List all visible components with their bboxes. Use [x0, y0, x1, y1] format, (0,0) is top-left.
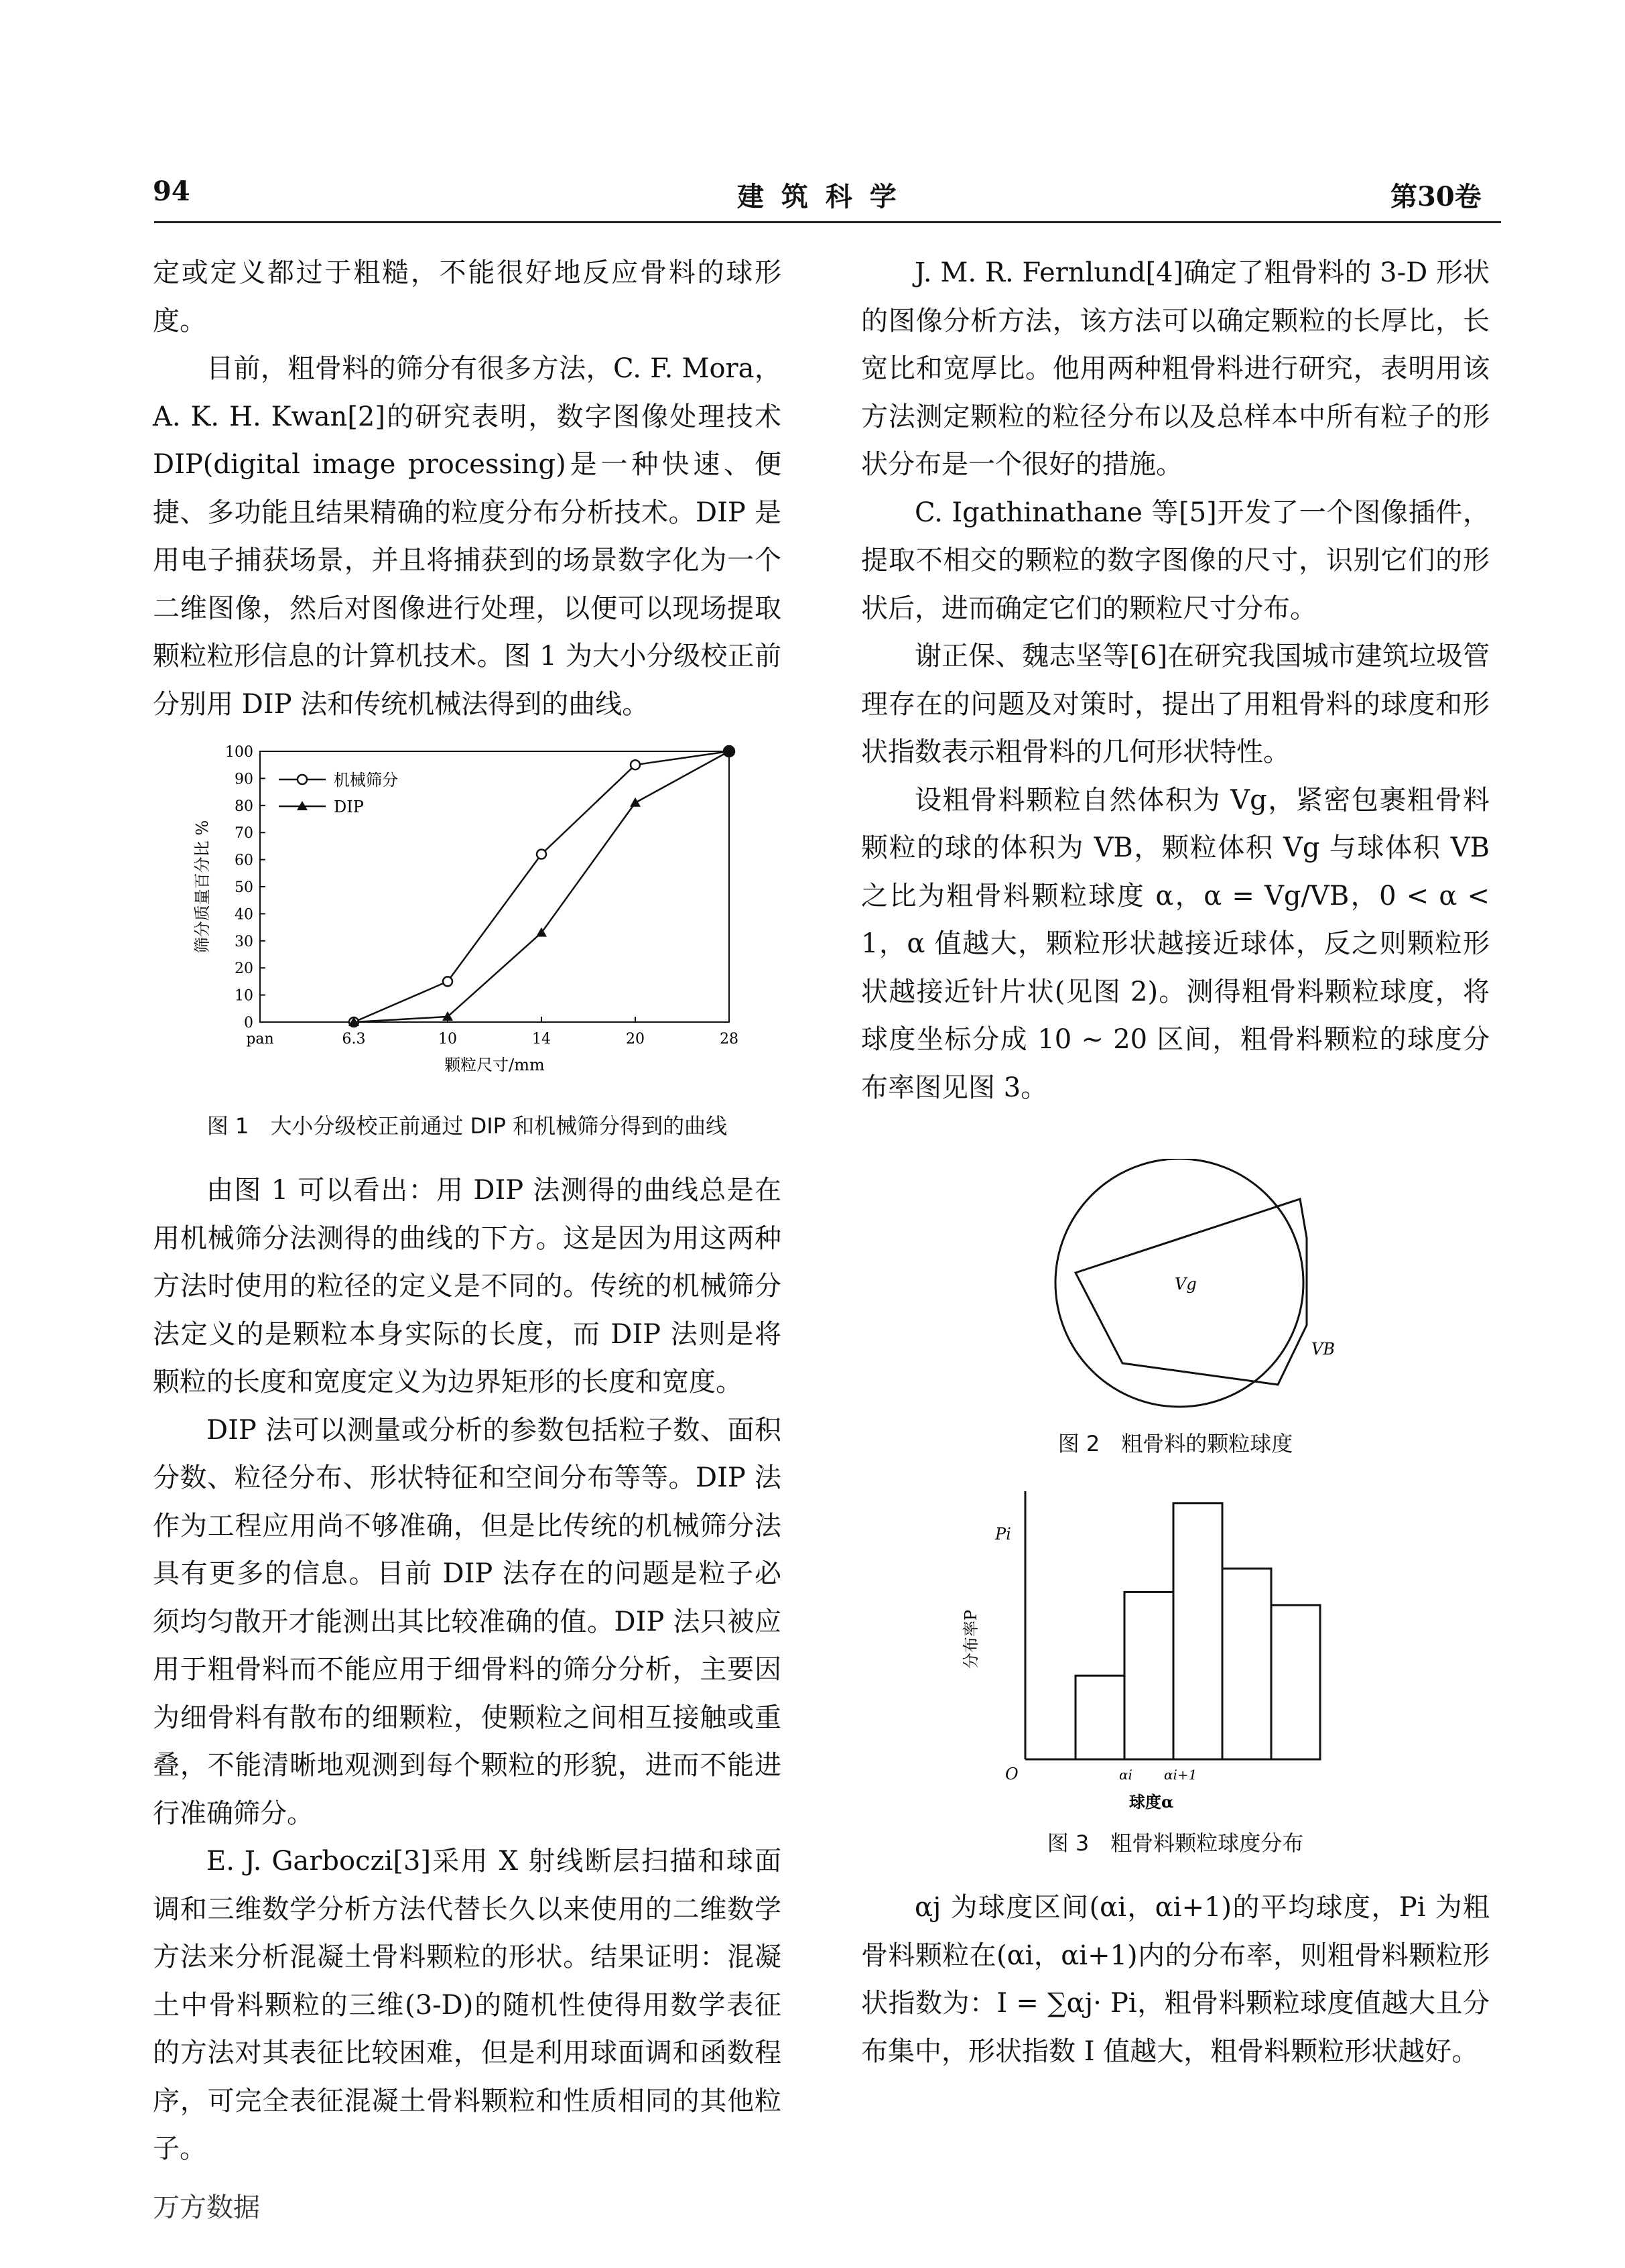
figure-1-chart — [153, 734, 781, 1096]
alpha-i-label: αi — [1119, 1767, 1132, 1783]
histogram-bar — [1173, 1503, 1222, 1759]
left-paragraph-2: 由图 1 可以看出：用 DIP 法测得的曲线总是在用机械筛分法测得的曲线的下方。这是因为用这两种方法时使用的粒径的定义是不同的。传统的机械筛分法定义的是颗粒本身实际的长度，而 DIP 法则是将颗粒的长度和宽度定义为边界矩形的长度和宽度。 — [153, 1175, 781, 1397]
vb-label: VB — [1311, 1340, 1335, 1359]
y-tick-label: 90 — [235, 771, 253, 788]
alpha-i1-label: αi+1 — [1164, 1767, 1197, 1783]
y-tick-label: 40 — [235, 906, 253, 924]
histogram-bar — [1124, 1592, 1173, 1759]
point-circle — [537, 850, 546, 859]
header-rule — [154, 221, 1501, 223]
y-tick-label: 100 — [225, 744, 253, 761]
figure-3-chart — [861, 1478, 1490, 1813]
right-paragraph-2: C. Igathinathane 等[5]开发了一个图像插件，提取不相交的颗粒的数字图像的尺寸，识别它们的形状后，进而确定它们的颗粒尺寸分布。 — [861, 497, 1490, 624]
series-line-2 — [354, 751, 729, 1022]
figure-2-caption: 图 2 粗骨料的颗粒球度 — [1057, 1431, 1293, 1456]
origin-label: O — [1005, 1765, 1019, 1783]
x-tick-label: pan — [246, 1031, 274, 1048]
journal-title: 建 筑 科 学 — [737, 181, 901, 212]
y-tick-label: 60 — [235, 852, 253, 869]
y-axis-label: 筛分质量百分比 % — [193, 820, 212, 954]
series-line-1 — [354, 751, 729, 1022]
x-axis-label: 颗粒尺寸/mm — [444, 1056, 545, 1074]
histogram-bar — [1271, 1605, 1320, 1759]
legend-marker-circle — [298, 775, 307, 784]
plot-frame — [260, 751, 729, 1022]
x-axis-label: 球度α — [1129, 1792, 1174, 1812]
y-tick-label: 20 — [235, 960, 253, 978]
y-tick-label: 50 — [235, 879, 253, 896]
y-tick-label: 30 — [235, 933, 253, 950]
point-triangle — [630, 798, 641, 807]
y-tick-label: 80 — [235, 798, 253, 815]
left-column — [153, 249, 781, 2174]
right-paragraph-4: 设粗骨料颗粒自然体积为 Vg，紧密包裹粗骨料颗粒的球的体积为 VB，颗粒体积 Vg 与球体积 VB 之比为粗骨料颗粒球度 α，α = Vg/VB，0 < α < 1，α 值越大，颗粒形状越接近球体，反之则颗粒形状越接近针片状(见图 2)。测得粗骨料颗粒球度，将球度坐标分成 10 ~ 20 区间，粗骨料颗粒的球度分布率图见图 3。 — [861, 784, 1490, 1103]
figure-3-caption: 图 3 粗骨料颗粒球度分布 — [1047, 1830, 1304, 1856]
y-tick-label: 10 — [235, 987, 253, 1005]
right-paragraph-5: αj 为球度区间(αi，αi+1)的平均球度，Pi 为粗骨料颗粒在(αi，αi+1)内的分布率，则粗骨料颗粒形状指数为：I = ∑αj· Pi，粗骨料颗粒球度值越大且分布集中，形状指数 I 值越大，粗骨料颗粒形状越好。 — [861, 1892, 1490, 2067]
point-circle — [631, 760, 640, 769]
left-paragraph-0: 定或定义都过于粗糙，不能很好地反应骨料的球形度。 — [153, 257, 781, 336]
y-tick-label: 0 — [244, 1015, 253, 1031]
x-tick-label: 10 — [438, 1031, 457, 1048]
y-axis-label: 分布率P — [962, 1609, 980, 1669]
x-tick-label: 28 — [720, 1031, 738, 1048]
left-paragraph-4: E. J. Garboczi[3]采用 X 射线断层扫描和球面调和三维数学分析方法代替长久以来使用的二维数学方法来分析混凝土骨料颗粒的形状。结果证明：混凝土中骨料颗粒的三维(3-D)的随机性使得用数学表征的方法对其表征比较困难，但是利用球面调和函数程序，可完全表征混凝土骨料颗粒和性质相同的其他粒子。 — [153, 1846, 781, 2164]
point-circle — [443, 976, 452, 986]
x-tick-label: 20 — [626, 1031, 645, 1048]
volume-label: 第30卷 — [1390, 181, 1482, 212]
right-column — [861, 249, 1490, 2076]
x-tick-label: 6.3 — [342, 1031, 366, 1048]
histogram-bar — [1076, 1676, 1124, 1759]
page-number: 94 — [153, 176, 190, 207]
figure-2-diagram — [861, 1159, 1490, 1413]
left-paragraph-3: DIP 法可以测量或分析的参数包括粒子数、面积分数、粒径分布、形状特征和空间分布等等。DIP 法作为工程应用尚不够准确，但是比传统的机械筛分法具有更多的信息。目前 DIP 法存在的问题是粒子必须均匀散开才能测出其比较准确的值。DIP 法只被应用于粗骨料而不能应用于细骨料的筛分分析，主要因为细骨料有散布的细颗粒，使颗粒之间相互接触或重叠，不能清晰地观测到每个颗粒的形貌，进而不能进行准确筛分。 — [153, 1414, 781, 1829]
figure-2 — [861, 1159, 1490, 1413]
figure-3 — [861, 1478, 1490, 1813]
right-paragraph-1: J. M. R. Fernlund[4]确定了粗骨料的 3-D 形状的图像分析方法，该方法可以确定颗粒的长厚比，长宽比和宽厚比。他用两种粗骨料进行研究，表明用该方法测定颗粒的粒径分布以及总样本中所有粒子的形状分布是一个很好的措施。 — [861, 257, 1490, 480]
vg-label: Vg — [1175, 1275, 1197, 1294]
pi-label: Pi — [995, 1525, 1011, 1544]
left-paragraph-1: 目前，粗骨料的筛分有很多方法，C. F. Mora，A. K. H. Kwan[2]的研究表明，数字图像处理技术 DIP(digital image processing)是一种快速、便捷、多功能且结果精确的粒度分布分析技术。DIP 是用电子捕获场景，并且将捕获到的场景数字化为一个二维图像，然后对图像进行处理，以便可以现场提取颗粒粒形信息的计算机技术。图 1 为大小分级校正前分别用 DIP 法和传统机械法得到的曲线。 — [153, 353, 781, 720]
legend-label-2: DIP — [334, 798, 364, 816]
right-paragraph-3: 谢正保、魏志坚等[6]在研究我国城市建筑垃圾管理存在的问题及对策时，提出了用粗骨料的球度和形状指数表示粗骨料的几何形状特性。 — [861, 641, 1490, 767]
histogram-bar — [1222, 1568, 1271, 1759]
figure-1-caption: 图 1 大小分级校正前通过 DIP 和机械筛分得到的曲线 — [206, 1113, 728, 1139]
legend-label-1: 机械筛分 — [334, 771, 398, 790]
x-tick-label: 14 — [532, 1031, 551, 1048]
footer-watermark: 万方数据 — [153, 2192, 260, 2223]
figure-1 — [153, 734, 781, 1096]
y-tick-label: 70 — [235, 825, 253, 842]
